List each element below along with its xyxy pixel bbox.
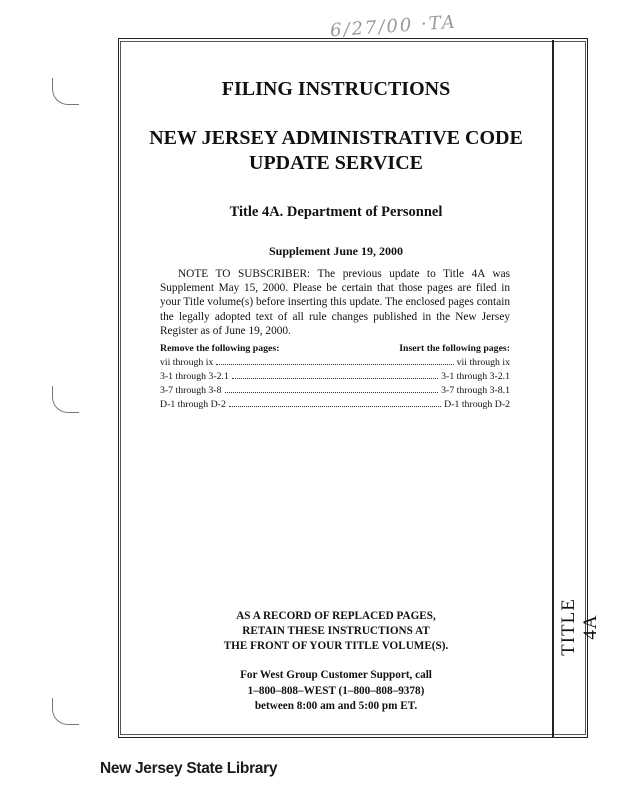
leader-dots [225,392,439,393]
support-line: For West Group Customer Support, call [240,669,432,681]
remove-pages: vii through ix [160,357,214,368]
page-title: FILING INSTRUCTIONS [221,78,451,100]
table-row [160,370,510,384]
insert-pages: vii through ix [456,357,510,368]
support-hours: between 8:00 am and 5:00 pm ET. [254,700,418,712]
remove-header: Remove the following pages: [160,343,280,354]
leader-dots [216,364,453,365]
record-notice [120,609,552,654]
code-heading-line: NEW JERSEY ADMINISTRATIVE CODE [149,127,523,149]
record-notice-line: RETAIN THESE INSTRUCTIONS AT [242,625,430,637]
library-stamp: New Jersey State Library [100,760,278,777]
supplement-date: Supplement June 19, 2000 [268,244,404,258]
punch-hole-mark [52,386,79,413]
insert-header: Insert the following pages: [399,343,510,354]
support-phone: 1–800–808–WEST (1–800–808–9378) [247,684,425,697]
tab-label: TITLE 4A [558,598,601,656]
department-subheading: Title 4A. Department of Personnel [229,204,443,220]
customer-support [120,668,552,715]
remove-pages: 3-1 through 3-2.1 [160,371,229,382]
code-heading [120,126,552,176]
pages-table [160,343,510,412]
tab-divider [552,40,554,737]
table-row [160,384,510,398]
handwritten-note: 6/27/00 ·TA [329,11,458,42]
insert-pages: D-1 through D-2 [444,399,510,410]
pages-table-header [160,343,510,354]
record-notice-line: THE FRONT OF YOUR TITLE VOLUME(S). [223,640,449,652]
punch-hole-mark [52,698,79,725]
subscriber-note: NOTE TO SUBSCRIBER: The previous update to Title 4A was Supplement May 15, 2000. Please be certain that those pages are filed in your Title volume(s) before inserting this update. The enclosed pages contain the legally adopted text of all rule changes published in the New Jersey Register as of June 19, 2000. [160,268,510,337]
remove-pages: 3-7 through 3-8 [160,385,222,396]
leader-dots [232,378,438,379]
table-row [160,398,510,412]
insert-pages: 3-7 through 3-8.1 [441,385,510,396]
insert-pages: 3-1 through 3-2.1 [441,371,510,382]
code-heading-line: UPDATE SERVICE [249,152,423,174]
punch-hole-mark [52,78,79,105]
record-notice-line: AS A RECORD OF REPLACED PAGES, [236,610,436,622]
leader-dots [229,406,441,407]
remove-pages: D-1 through D-2 [160,399,226,410]
table-row [160,356,510,370]
